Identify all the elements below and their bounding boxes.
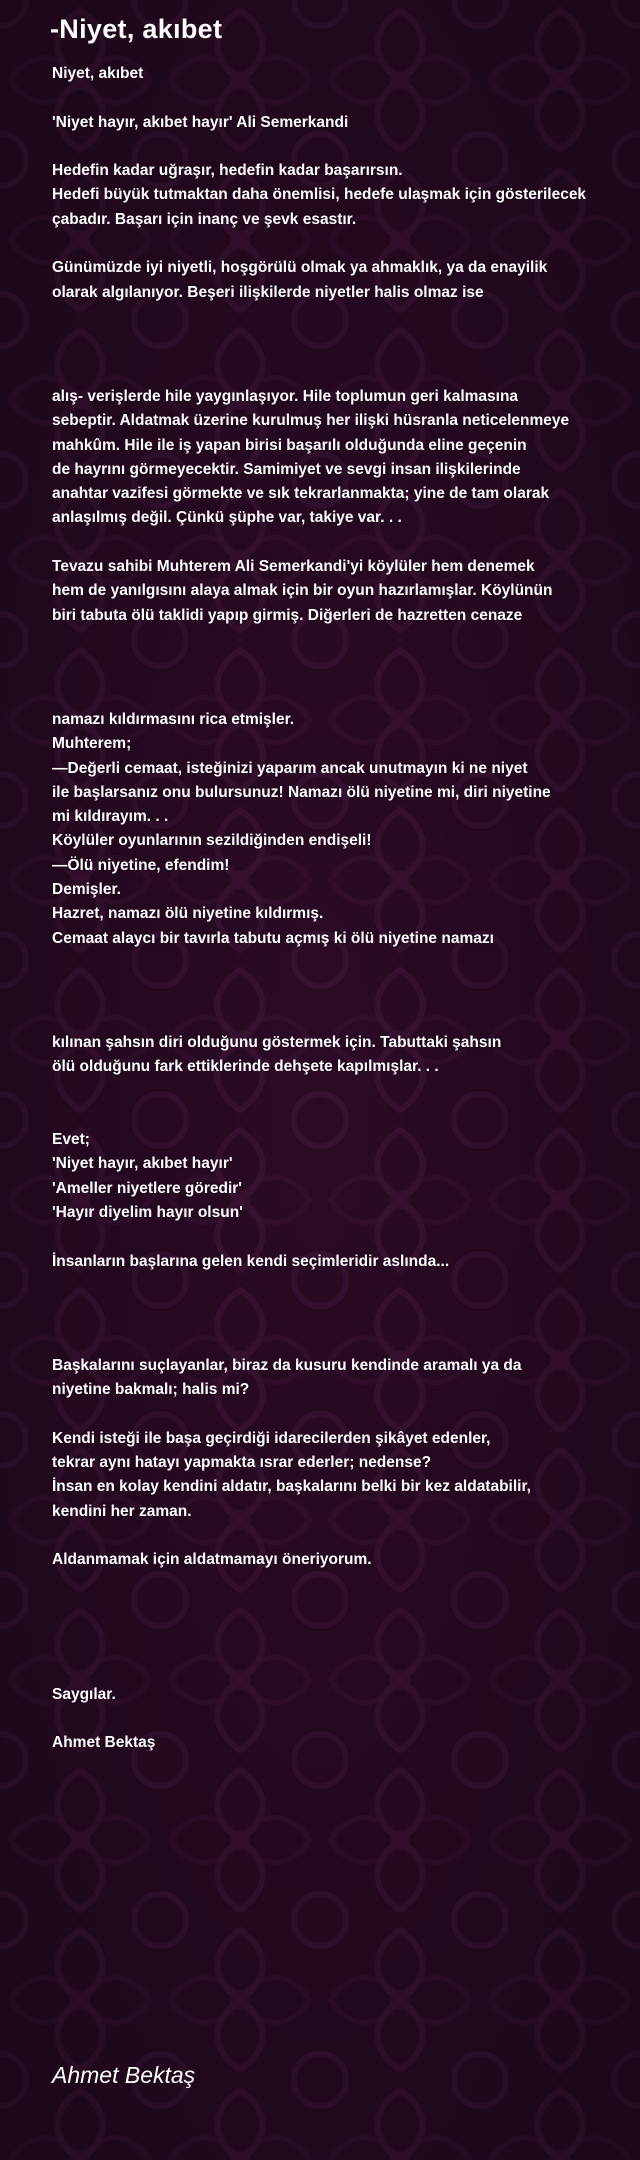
author-signature: Ahmet Bektaş	[52, 2062, 196, 2088]
poem-block-5: Başkalarını suçlayanlar, biraz da kusuru kendinde aramalı ya da niyetine bakmalı; halis mi? Kendi isteği ile başa geçirdiği idarecilerden şikâyet edenler, tekrar aynı hatayı yapmakta ısrar ederler; nedense? İnsan en kolay kendini aldatır, başkalarını belki bir kez aldatabilir, kendini her zaman. Aldanmamak için aldatmamayı öneriyorum.	[52, 1356, 531, 1569]
poem-block-2: alış- verişlerde hile yaygınlaşıyor. Hile toplumun geri kalmasına sebeptir. Aldatmak üzerine kurulmuş her ilişki hüsranla neticelenmeye mahkûm. Hile ile iş yapan birisi başarılı olduğunda eline geçenin de hayrını görmeyecektir. Samimiyet ve sevgi insan ilişkilerinde anahtar vazifesi görmekte ve sık tekrarlanmakta; yine de tam olarak anlaşılmış değil. Çünkü şüphe var, takiye var. . . Tevazu sahibi Muhterem Ali Semerkandi'yi köylüler hem denemek hem de yanılgısını alaya almak için bir oyun hazırlamışlar. Köylünün biri tabuta ölü taklidi yapıp girmiş. Diğerleri de hazretten cenaze	[52, 387, 570, 624]
poem-block-1: Niyet, akıbet 'Niyet hayır, akıbet hayır' Ali Semerkandi Hedefin kadar uğraşır, hedefin kadar başarırsın. Hedefi büyük tutmaktan daha önemlisi, hedefe ulaşmak için gösterilecek çabadır. Başarı için inanç ve şevk esastır. Günümüzde iyi niyetli, hoşgörülü olmak ya ahmaklık, ya da enayilik olarak algılanıyor. Beşeri ilişkilerde niyetler halis olmaz ise	[52, 65, 587, 301]
poem-block-3: namazı kıldırmasını rica etmişler. Muhterem; —Değerli cemaat, isteğinizi yaparım ancak unutmayın ki ne niyet ile başlarsanız onu bulursunuz! Namazı ölü niyetine mi, diri niyetine mi kıldırayım. . . Köylüler oyunlarının sezildiğinden endişeli! —Ölü niyetine, efendim! Demişler. Hazret, namazı ölü niyetine kıldırmış. Cemaat alaycı bir tavırla tabutu açmış ki ölü niyetine namazı	[52, 710, 551, 947]
poem-block-4: kılınan şahsın diri olduğunu göstermek için. Tabuttaki şahsın ölü olduğunu fark ettiklerinde dehşete kapılmışlar. . . Evet; 'Niyet hayır, akıbet hayır' 'Ameller niyetlere göredir' 'Hayır diyelim hayır olsun' İnsanların başlarına gelen kendi seçimleridir aslında...	[52, 1033, 502, 1270]
poem-block-6: Saygılar. Ahmet Bektaş	[52, 1685, 156, 1752]
poem-title: -Niyet, akıbet	[50, 14, 223, 44]
